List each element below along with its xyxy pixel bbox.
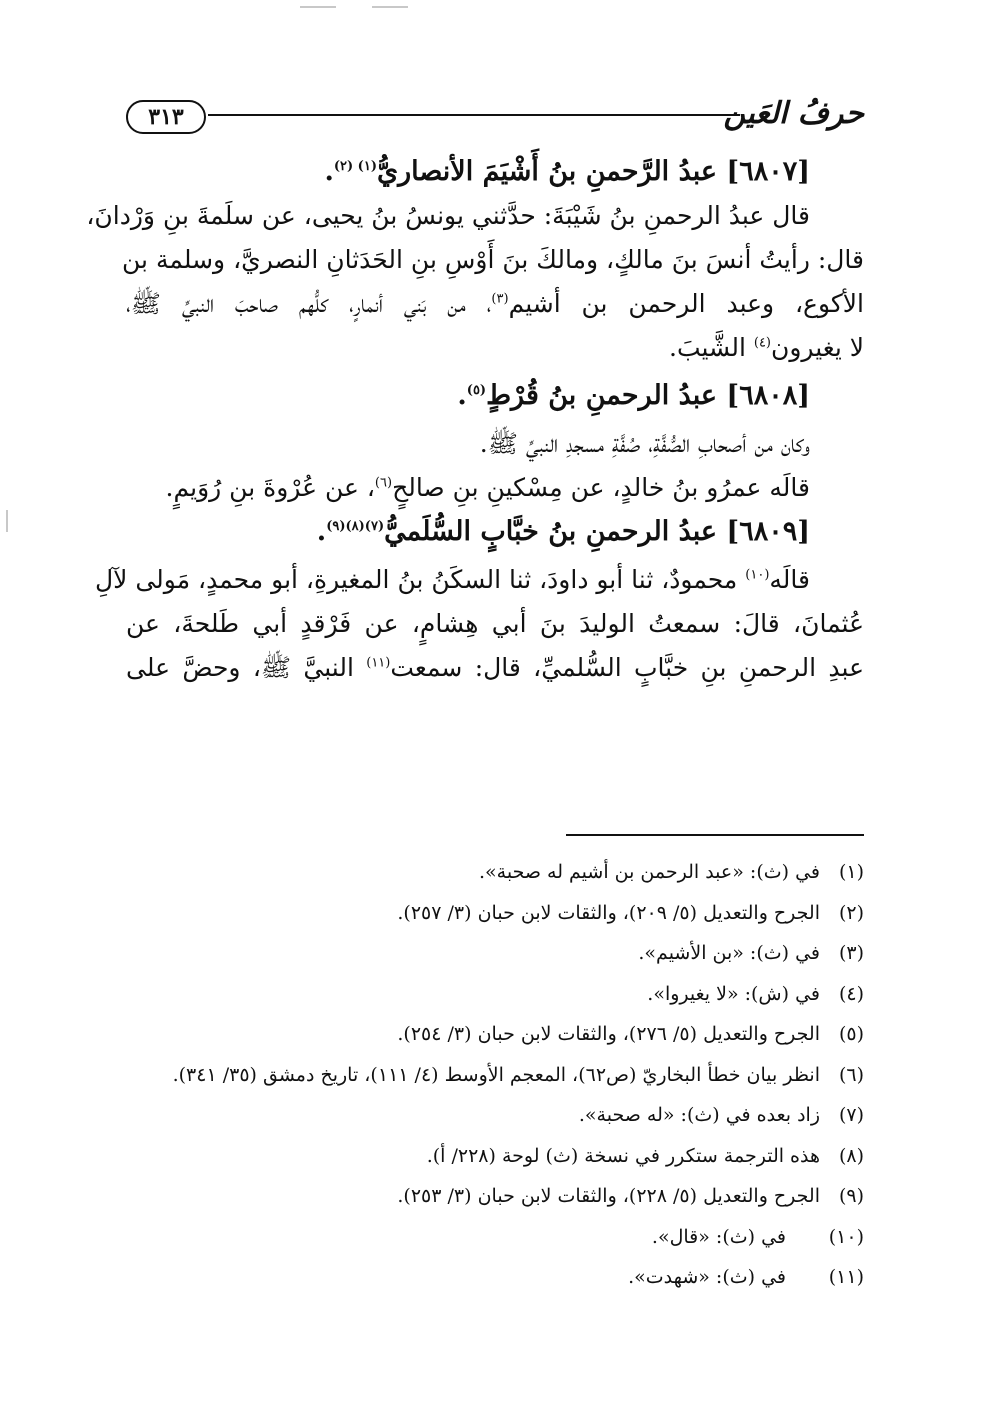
footnote: [126, 1055, 864, 1096]
footnote: [126, 1176, 864, 1217]
footnote-ref[interactable]: (٤): [753, 335, 771, 351]
footnote-separator: [566, 834, 864, 836]
page-number: ٣١٣: [126, 100, 206, 134]
text-line: قالَه عمرُو بنُ خالدٍ، عن مِسْكينِ بنِ صالحٍ$^{(٦)}$، عن عُرْوةَ بنِ رُوَيمٍ.: [165, 473, 810, 502]
text-line: قال: رأيتُ أنسَ بنَ مالكٍ، ومالكَ بنَ أَوْسِ بنِ الحَدَثانِ النصريَّ، وسلمة بن: [122, 245, 864, 274]
footnote-ref[interactable]: (١٠): [745, 567, 770, 583]
text-line: وكان من أصحابِ الصُّفَّةِ، صُفَّةِ مسجدِ النبيِّ ﷺ.: [479, 429, 810, 458]
footnote: [126, 1217, 864, 1258]
entry-heading-6809: [٦٨٠٩] عبدُ الرحمنِ بنُ خبَّابٍ السُّلَميُّ$^{(٧)(٨)(٩)}$.: [316, 516, 810, 547]
entry-heading-6807: [٦٨٠٧] عبدُ الرَّحمنِ بنُ أَشْيَمَ الأنصاريُّ$^{(١) (٢)}$.: [324, 156, 810, 187]
entry-heading-6808: [٦٨٠٨] عبدُ الرحمنِ بنُ قُرْطٍ$^{(٥)}$.: [457, 380, 810, 411]
footnote-number: (٧): [838, 1104, 864, 1126]
text-line: عبدِ الرحمنِ بنِ خبَّابٍ السُّلميِّ، قال: سمعت$^{(١١)}$ النبيَّ ﷺ، وحضَّ على: [126, 653, 864, 682]
header-rule: [208, 114, 740, 116]
footnote-text: الجرح والتعديل (٥/ ٢٠٩)، والثقات لابن حبان (٣/ ٢٥٧).: [397, 901, 820, 924]
text-line: الأكوع، وعبد الرحمن بن أشيم$^{(٣)}$، من بَني أنمارٍ، كلُّهم صاحبَ النبيِّ ﷺ،: [126, 289, 864, 318]
text-line: قالَه$^{(١٠)}$ محمودٌ، ثنا أبو داودَ، ثنا السكَنُ بنُ المغيرةِ، أبو محمدٍ، مَولى لآلِ: [94, 565, 810, 594]
footnote-ref[interactable]: (١١): [366, 655, 391, 671]
footnote-ref[interactable]: (١) (٢): [333, 159, 377, 174]
footnote-number: (١١): [828, 1266, 864, 1288]
scan-artifact: [300, 6, 336, 8]
running-title: حرفُ العَين: [723, 96, 864, 131]
footnote: [126, 974, 864, 1015]
footnote-ref[interactable]: (٦): [374, 475, 393, 491]
scan-artifact: [372, 6, 408, 8]
footnote-text: في (ث): «بن الأشيم».: [638, 942, 820, 964]
footnote-text: في (ث): «شهدت».: [628, 1266, 786, 1288]
footnote-number: (٦): [838, 1063, 864, 1086]
footnote-number: (٣): [838, 942, 864, 964]
main-text: [86, 150, 864, 690]
footnote-text: في (ث): «عبد الرحمن بن أشيم له صحبة».: [478, 861, 820, 883]
footnote-text: الجرح والتعديل (٥/ ٢٧٦)، والثقات لابن حبان (٣/ ٢٥٤).: [397, 1023, 820, 1045]
footnote-number: (١٠): [828, 1225, 864, 1248]
footnote-text: هذه الترجمة ستكرر في نسخة (ث) لوحة (٢٢٨/ أ).: [426, 1144, 820, 1167]
footnote: [126, 1257, 864, 1298]
footnote: [126, 933, 864, 974]
footnote-number: (٥): [838, 1023, 864, 1045]
footnote-number: (٢): [838, 901, 864, 924]
scan-artifact: [6, 510, 8, 532]
footnote: [126, 893, 864, 934]
footnote-number: (١): [838, 861, 864, 883]
footnote-number: (٨): [838, 1144, 864, 1167]
footnotes: [126, 852, 864, 1298]
footnote: [126, 1095, 864, 1136]
footnote-text: في (ث): «قال».: [651, 1225, 786, 1248]
footnote-number: (٤): [838, 982, 864, 1005]
text-line: قال عبدُ الرحمنِ بنُ شَيْبَةَ: حدَّثني يونسُ بنُ يحيى، عن سلَمةَ بنِ وَرْدانَ،: [86, 201, 810, 230]
footnote: [126, 1136, 864, 1177]
footnote-text: زاد بعده في (ث): «له صحبة».: [578, 1104, 820, 1126]
footnote-ref[interactable]: (٥): [466, 383, 487, 398]
footnote-text: الجرح والتعديل (٥/ ٢٢٨)، والثقات لابن حبان (٣/ ٢٥٣).: [397, 1185, 820, 1207]
page-header: [126, 92, 864, 142]
footnote-text: انظر بيان خطأ البخاريّ (ص٦٢)، المعجم الأوسط (٤/ ١١١)، تاريخ دمشق (٣٥/ ٣٤١).: [172, 1063, 820, 1086]
footnote-ref[interactable]: (٧)(٨)(٩): [326, 519, 385, 534]
footnote: [126, 1014, 864, 1055]
footnote-text: في (ش): «لا يغيروا».: [647, 982, 820, 1005]
footnote-number: (٩): [838, 1185, 864, 1207]
text-line: لا يغيرون$^{(٤)}$ الشَّيبَ.: [669, 333, 864, 362]
footnote: [126, 852, 864, 893]
text-line: عُثمانَ، قالَ: سمعتُ الوليدَ بنَ أبي هِشامٍ، عن فَرْقدٍ أبي طَلحةَ، عن: [126, 609, 864, 638]
footnote-ref[interactable]: (٣): [491, 291, 509, 307]
